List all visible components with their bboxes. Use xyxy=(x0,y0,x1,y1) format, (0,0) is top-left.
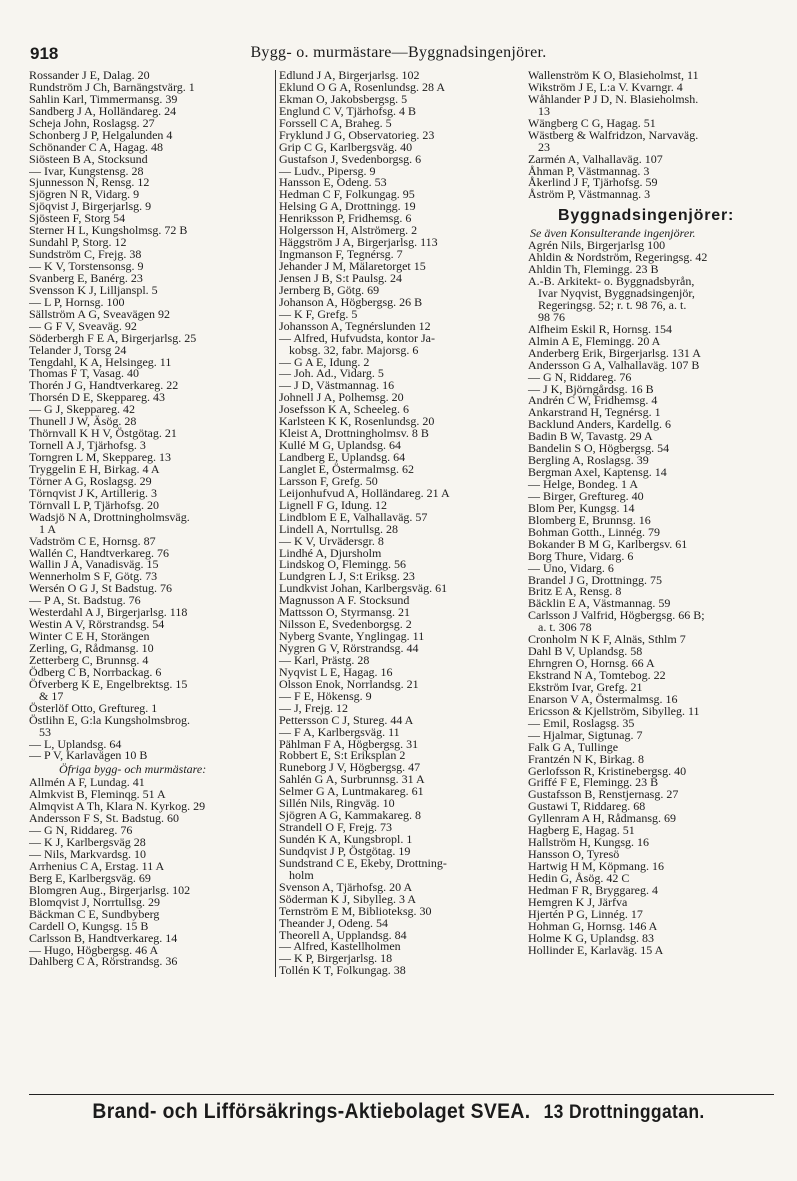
footer-rule xyxy=(29,1094,774,1095)
directory-entry: Almin A E, Flemingg. 20 A xyxy=(528,333,661,348)
directory-entry: Sundahl P, Storg. 12 xyxy=(29,235,127,250)
directory-entry: Törnvall L P, Tjärhofsg. 20 xyxy=(29,497,159,512)
directory-entry: Sahlin Karl, Timmermansg. 39 xyxy=(29,91,178,106)
directory-entry: Hartwig H M, Köpmang. 16 xyxy=(528,859,664,873)
directory-entry: — Hjalmar, Sigtunag. 7 xyxy=(528,727,643,742)
directory-entry: Falk G A, Tullinge xyxy=(528,739,619,754)
directory-entry: Johnell J A, Polhemsg. 20 xyxy=(279,390,404,405)
directory-entry: — L, Uplandsg. 64 xyxy=(29,736,122,751)
directory-entry: Mattsson O, Styrmansg. 21 xyxy=(279,605,411,620)
directory-entry: Scheja John, Roslagsg. 27 xyxy=(29,115,155,130)
directory-entry: — G N, Riddareg. 76 xyxy=(29,823,133,838)
directory-entry: Carlsson B, Handtverkareg. 14 xyxy=(29,930,178,945)
directory-entry: Ödberg C B, Norrbackag. 6 xyxy=(29,664,162,679)
directory-entry: Eklund O G A, Rosenlundsg. 28 A xyxy=(279,79,446,94)
directory-entry: Hemgren K J, Järfva xyxy=(528,894,628,909)
directory-entry: Nyberg Svante, Ynglingag. 11 xyxy=(279,629,425,644)
directory-entry: Dahl B V, Uplandsg. 58 xyxy=(528,644,643,659)
directory-entry: Larsson F, Grefg. 50 xyxy=(279,473,378,488)
directory-entry: Sjösteen F, Storg 54 xyxy=(29,211,126,226)
directory-entry: Törner A G, Roslagsg. 29 xyxy=(29,473,152,488)
directory-entry: Britz E A, Rensg. 8 xyxy=(528,584,622,599)
directory-entry: Langlet E, Östermalmsg. 62 xyxy=(279,461,414,476)
directory-entry: Andersson G A, Valhallaväg. 107 B xyxy=(528,357,700,372)
directory-entry: 1 A xyxy=(39,521,57,536)
directory-entry: Wästberg & Walfridzon, Narvaväg. xyxy=(528,127,699,142)
directory-columns xyxy=(29,70,774,977)
directory-entry: — P A, St. Badstug. 76 xyxy=(29,593,141,608)
directory-entry: Östlihn E, G:la Kungsholmsbrog. xyxy=(29,712,190,727)
column-1-entries xyxy=(29,70,269,762)
running-title: Bygg- o. murmästare—Byggnadsingenjörer. xyxy=(250,44,547,61)
directory-entry: Kleist A, Drottningholmsv. 8 B xyxy=(279,426,429,441)
directory-entry: Nilsson E, Svedenborgsg. 2 xyxy=(279,617,412,632)
column-1 xyxy=(29,70,273,977)
directory-entry: Blomgren Aug., Birgerjarlsg. 102 xyxy=(29,882,191,897)
engineers-heading: Byggnadsingenjörer: xyxy=(558,207,735,225)
directory-entry: — Karl, Prästg. 28 xyxy=(279,652,370,667)
directory-entry: Magnusson A F. Stocksund xyxy=(279,593,410,608)
directory-entry: — F A, Karlbergsväg. 11 xyxy=(279,724,400,739)
directory-entry: Forssell C A, Braheg. 5 xyxy=(279,115,392,130)
directory-entry: — J, Frejg. 12 xyxy=(279,700,348,715)
directory-entry: — Hugo, Högbergsg. 46 A xyxy=(29,942,159,957)
footer-advertisement xyxy=(32,1100,765,1124)
directory-entry: Schonberg J P, Helgalunden 4 xyxy=(29,127,173,142)
directory-entry: Bäcklin E A, Västmannag. 59 xyxy=(528,596,671,611)
directory-entry: Siösteen B A, Stocksund xyxy=(29,151,148,166)
directory-entry: Törnqvist J K, Artillerig. 3 xyxy=(29,485,157,500)
directory-entry: Åhman P, Västmannag. 3 xyxy=(528,163,650,178)
directory-entry: — G J, Skeppareg. 42 xyxy=(29,402,135,417)
directory-entry: Hedin G, Åsög. 42 C xyxy=(528,870,630,885)
directory-entry: Robbert E, S:t Eriksplan 2 xyxy=(279,748,406,763)
directory-entry: Zetterberg C, Brunnsg. 4 xyxy=(29,652,149,667)
directory-entry: Wallin J A, Vanadisväg. 15 xyxy=(29,557,159,572)
directory-entry: Hallström H, Kungsg. 16 xyxy=(528,835,649,850)
directory-entry: Grip C G, Karlbergsväg. 40 xyxy=(279,139,413,154)
directory-entry: A.-B. Arkitekt- o. Byggnadsbyrån, xyxy=(528,274,695,289)
directory-entry: Backlund Anders, Kardellg. 6 xyxy=(528,417,671,432)
directory-entry: kobsg. 32, fabr. Majorsg. 6 xyxy=(289,342,419,357)
directory-entry: Bergman Axel, Kaptensg. 14 xyxy=(528,465,667,480)
directory-entry: — Ludv., Pipersg. 9 xyxy=(279,163,376,178)
directory-entry: — L P, Hornsg. 100 xyxy=(29,294,125,309)
directory-entry: Hjertén P G, Linnég. 17 xyxy=(528,906,643,921)
directory-entry: Agrén Nils, Birgerjarlsg 100 xyxy=(528,238,666,253)
directory-entry: Sundén K A, Kungsbropl. 1 xyxy=(279,832,413,846)
directory-entry: Ekström Ivar, Grefg. 21 xyxy=(528,679,643,694)
directory-entry: Hagberg E, Hagag. 51 xyxy=(528,823,635,838)
directory-entry: Ekman O, Jakobsbergsg. 5 xyxy=(279,91,408,106)
directory-entry: Andrén C W, Fridhemsg. 4 xyxy=(528,393,658,408)
directory-entry: Johansson A, Tegnérslunden 12 xyxy=(279,318,431,333)
directory-entry: Anderberg Erik, Birgerjarlsg. 131 A xyxy=(528,345,701,360)
directory-entry: Vadström C E, Hornsg. 87 xyxy=(29,533,156,548)
directory-entry: Blom Per, Kungsg. 14 xyxy=(528,500,635,515)
directory-entry: Bergling A, Roslagsg. 39 xyxy=(528,453,649,468)
directory-entry: Ericsson & Kjellström, Sibylleg. 11 xyxy=(528,703,700,718)
directory-entry: Holme K G, Uplandsg. 83 xyxy=(528,930,654,945)
directory-entry: Sjunnesson N, Rensg. 12 xyxy=(29,175,150,190)
directory-entry: Sillén Nils, Ringväg. 10 xyxy=(279,796,395,811)
directory-entry: — G N, Riddareg. 76 xyxy=(528,369,632,384)
directory-entry: Leijonhufvud A, Holländareg. 21 A xyxy=(279,485,450,500)
directory-entry: Thorsén D E, Skeppareg. 43 xyxy=(29,390,165,405)
directory-entry: Schönander C A, Hagag. 48 xyxy=(29,139,163,154)
directory-entry: Sandberg J A, Holländareg. 24 xyxy=(29,103,177,118)
directory-entry: Åkerlind J F, Tjärhofsg. 59 xyxy=(528,175,658,190)
directory-entry: Bäckman C E, Sundbyberg xyxy=(29,906,160,921)
directory-entry: Cronholm N K F, Alnäs, Sthlm 7 xyxy=(528,632,686,647)
directory-entry: Wennerholm S F, Götg. 73 xyxy=(29,569,158,584)
directory-entry: — Helge, Bondeg. 1 A xyxy=(528,477,638,491)
directory-entry: Brandel J G, Drottningg. 75 xyxy=(528,572,662,587)
directory-entry: Westin A V, Rörstrandsg. 54 xyxy=(29,617,165,632)
directory-entry: Gustafson J, Svedenborgsg. 6 xyxy=(279,151,422,166)
directory-entry: Josefsson K A, Scheeleg. 6 xyxy=(279,402,409,417)
column-3-engineer-entries xyxy=(528,240,763,956)
directory-entry: Winter C E H, Storängen xyxy=(29,629,150,644)
directory-entry: Badin B W, Tavastg. 29 A xyxy=(528,429,653,444)
directory-entry: Ahldin Th, Flemingg. 23 B xyxy=(528,262,659,277)
directory-entry: Zerling, G, Rådmansg. 10 xyxy=(29,641,154,655)
directory-entry: Gustafsson B, Renstjernasg. 27 xyxy=(528,787,679,802)
directory-entry: & 17 xyxy=(39,688,64,703)
directory-entry: Österlöf Otto, Greftureg. 1 xyxy=(29,700,158,715)
directory-entry: Telander J, Torsg 24 xyxy=(29,342,127,357)
directory-entry: Ekstrand N A, Tomtebog. 22 xyxy=(528,668,666,682)
directory-entry: Sterner H L, Kungsholmsg. 72 B xyxy=(29,223,188,238)
page-number: 918 xyxy=(30,44,59,63)
directory-entry: — Uno, Vidarg. 6 xyxy=(528,560,614,575)
directory-entry: Torngren L M, Skeppareg. 13 xyxy=(29,450,172,464)
directory-entry: Sällström A G, Sveavägen 92 xyxy=(29,306,170,321)
directory-entry: Söderbergh F E A, Birgerjarlsg. 25 xyxy=(29,330,197,345)
directory-entry: Blomberg E, Brunnsg. 16 xyxy=(528,512,651,527)
directory-entry: Åström P, Västmannag. 3 xyxy=(528,187,651,202)
directory-entry: Fryklund J G, Observatorieg. 23 xyxy=(279,127,435,142)
footer-ad-text: Brand- och Lifförsäkrings-Aktiebolaget SVEA. xyxy=(92,1100,531,1123)
directory-entry: — G F V, Sveaväg. 92 xyxy=(29,318,137,333)
directory-entry: Thunell J W, Äsög. 28 xyxy=(29,414,137,429)
directory-entry: 98 76 xyxy=(538,309,565,324)
other-builders-subheading: Öfriga bygg- och murmästare: xyxy=(59,762,207,777)
directory-entry: Berg E, Karlbergsväg. 69 xyxy=(29,870,151,885)
directory-entry: Edlund J A, Birgerjarlsg. 102 xyxy=(279,70,420,82)
directory-entry: Sjögren A G, Kammakareg. 8 xyxy=(279,808,421,823)
directory-entry: Hedman F R, Bryggareg. 4 xyxy=(528,882,658,897)
directory-entry: Thörnvall K H V, Östgötag. 21 xyxy=(29,426,177,441)
directory-entry: Sjögren N R, Vidarg. 9 xyxy=(29,187,140,202)
column-3-entries xyxy=(528,70,763,201)
directory-entry: Tornell A J, Tjärhofsg. 3 xyxy=(29,438,146,453)
directory-entry: Sahlén G A, Surbrunnsg. 31 A xyxy=(279,772,425,787)
directory-entry: Hansson O, Tyresö xyxy=(528,847,620,862)
directory-entry: Borg Thure, Vidarg. 6 xyxy=(528,548,634,563)
directory-entry: Ankarstrand H, Tegnérsg. 1 xyxy=(528,405,661,420)
directory-entry: Lindskog O, Flemingg. 56 xyxy=(279,557,407,572)
directory-entry: Wikström J E, L:a V. Kvarngr. 4 xyxy=(528,79,683,94)
directory-entry: Carlsson J Valfrid, Högbergsg. 66 B; xyxy=(528,608,705,623)
engineers-see-also-note: Se även Konsulterande ingenjörer. xyxy=(530,226,696,241)
directory-entry: Frantzén N K, Birkag. 8 xyxy=(528,751,644,766)
directory-entry: a. t. 306 78 xyxy=(538,620,592,635)
directory-entry: Sjöqvist J, Birgerjarlsg. 9 xyxy=(29,199,152,214)
directory-entry: Johanson A, Högbergsg. 26 B xyxy=(279,294,423,309)
directory-entry: — J K, Björngårdsg. 16 B xyxy=(528,381,654,396)
directory-entry: Zarmén A, Valhallaväg. 107 xyxy=(528,151,663,166)
directory-entry: Selmer G A, Luntmakareg. 61 xyxy=(279,784,424,799)
directory-entry: Nyqvist L E, Hagag. 16 xyxy=(279,664,393,679)
directory-entry: Allmén A F, Lundag. 41 xyxy=(29,775,145,790)
directory-entry: 13 xyxy=(538,103,550,118)
directory-entry: — Ivar, Kungstensg. 28 xyxy=(29,163,144,178)
directory-entry: — Alfred, Hufvudsta, kontor Ja- xyxy=(279,330,435,345)
directory-entry: Helsing G A, Drottningg. 19 xyxy=(279,199,416,214)
directory-entry: — K J, Karlbergsväg 28 xyxy=(29,835,146,850)
directory-entry: Jernberg B, Götg. 69 xyxy=(279,282,380,297)
directory-entry: Runeborg J V, Högbergsg. 47 xyxy=(279,760,421,775)
directory-entry: Wåhlander P J D, N. Blasieholmsh. xyxy=(528,91,699,106)
directory-entry: — Nils, Markvardsg. 10 xyxy=(29,847,146,861)
directory-entry: Wallenström K O, Blasieholmst, 11 xyxy=(528,70,699,82)
directory-entry: Englund C V, Tjärhofsg. 4 B xyxy=(279,103,417,118)
directory-entry: 53 xyxy=(39,724,51,739)
directory-entry: Holgersson H, Alströmerg. 2 xyxy=(279,223,418,238)
directory-entry: Henriksson P, Fridhemsg. 6 xyxy=(279,211,412,226)
directory-entry: Ivar Nyqvist, Byggnadsingenjör, xyxy=(538,286,695,300)
directory-entry: — Birger, Greftureg. 40 xyxy=(528,488,644,503)
directory-entry: — Emil, Roslagsg. 35 xyxy=(528,715,635,730)
directory-entry: Arrhenius C A, Erstag. 11 A xyxy=(29,858,165,873)
directory-entry: Jehander J M, Mälaretorget 15 xyxy=(279,259,426,273)
directory-entry: Karlsteen K K, Rosenlundsg. 20 xyxy=(279,414,435,429)
directory-entry: Enarson V A, Östermalmsg. 16 xyxy=(528,691,678,706)
directory-entry: Sundström C, Frejg. 38 xyxy=(29,247,142,262)
directory-entry: Lindhé A, Djursholm xyxy=(279,545,382,560)
directory-entry: holm xyxy=(289,867,314,882)
column-3 xyxy=(519,70,763,977)
directory-entry: Hansson E, Odeng. 53 xyxy=(279,175,387,190)
directory-entry: Gerlofsson R, Kristinebergsg. 40 xyxy=(528,763,687,778)
directory-entry: Ingmanson F, Tegnérsg. 7 xyxy=(279,247,403,262)
directory-entry: Wadsjö N A, Drottningholmsväg. xyxy=(29,509,190,524)
directory-entry: — K V, Torstensonsg. 9 xyxy=(29,259,144,273)
directory-entry: — G A E, Idung. 2 xyxy=(279,354,370,369)
directory-entry: Svanberg E, Banérg. 23 xyxy=(29,270,143,285)
directory-entry: Lignell F G, Idung. 12 xyxy=(279,497,387,512)
directory-entry: Regeringsg. 52; r. t. 98 76, a. t. xyxy=(538,297,687,312)
directory-entry: — Alfred, Kastellholmen xyxy=(279,939,401,954)
directory-entry: Jensen J B, S:t Paulsg. 24 xyxy=(279,270,403,285)
directory-entry: — P V, Karlavägen 10 B xyxy=(29,748,148,763)
column-2 xyxy=(275,70,519,977)
directory-entry: Rossander J E, Dalag. 20 xyxy=(29,70,150,82)
directory-entry: Pählman F A, Högbergsg. 31 xyxy=(279,736,419,751)
directory-entry: Tryggelin E H, Birkag. 4 A xyxy=(29,461,160,476)
directory-entry: Gustawi T, Riddareg. 68 xyxy=(528,799,646,814)
directory-entry: Landberg E, Uplandsg. 64 xyxy=(279,450,406,464)
directory-entry: Andersson F S, St. Badstug. 60 xyxy=(29,811,180,826)
directory-entry: — F E, Hökensg. 9 xyxy=(279,688,372,703)
directory-entry: Cardell O, Kungsg. 15 B xyxy=(29,918,149,933)
directory-entry: Öfverberg K E, Engelbrektsg. 15 xyxy=(29,676,188,691)
directory-entry: Theorell A, Upplandsg. 84 xyxy=(279,927,407,942)
directory-entry: Sundstrand C E, Ekeby, Drottning- xyxy=(279,855,447,870)
footer-ad-address: 13 Drottninggatan. xyxy=(543,1102,705,1123)
directory-entry: Kullé M G, Uplandsg. 64 xyxy=(279,438,401,453)
directory-entry: Rundström J Ch, Barnängstvärg. 1 xyxy=(29,79,195,94)
directory-entry: Theander J, Odeng. 54 xyxy=(279,915,388,930)
directory-entry: — K F, Grefg. 5 xyxy=(279,306,358,321)
directory-entry: Tengdahl, K A, Helsingeg. 11 xyxy=(29,354,172,369)
directory-entry: Gyllenram A H, Rådmansg. 69 xyxy=(528,811,676,826)
directory-entry: Almqvist A Th, Klara N. Kyrkog. 29 xyxy=(29,799,206,814)
directory-entry: Svenson A, Tjärhofsg. 20 A xyxy=(279,879,413,894)
directory-entry: Ahldin & Nordström, Regeringsg. 42 xyxy=(528,250,708,265)
directory-entry: Lundgren L J, S:t Eriksg. 23 xyxy=(279,569,415,584)
directory-entry: Svensson K J, Lilljanspl. 5 xyxy=(29,282,158,297)
directory-entry: Wersén O G J, St Badstug. 76 xyxy=(29,581,173,596)
directory-entry: Lindblom E E, Valhallaväg. 57 xyxy=(279,509,428,524)
directory-entry: Pettersson C J, Stureg. 44 A xyxy=(279,712,414,727)
directory-entry: — K P, Birgerjarlsg. 18 xyxy=(279,951,393,966)
directory-entry: Tollén K T, Folkungag. 38 xyxy=(279,963,406,978)
directory-entry: Hedman C F, Folkungag. 95 xyxy=(279,187,415,202)
column-2-entries xyxy=(279,70,519,977)
directory-entry: Wängberg C G, Hagag. 51 xyxy=(528,115,656,130)
directory-entry: Bohman Gotth., Linnég. 79 xyxy=(528,524,660,539)
directory-entry: Hollinder E, Karlaväg. 15 A xyxy=(528,942,664,957)
directory-entry: Hohman G, Hornsg. 146 A xyxy=(528,918,658,933)
directory-entry: Strandell O F, Frejg. 73 xyxy=(279,820,393,835)
directory-entry: — Joh. Ad., Vidarg. 5 xyxy=(279,366,384,381)
column-1-other-entries xyxy=(29,777,269,968)
directory-entry: Bokander B M G, Karlbergsv. 61 xyxy=(528,536,688,551)
directory-entry: Lundkvist Johan, Karlbergsväg. 61 xyxy=(279,581,448,596)
directory-entry: Alfheim Eskil R, Hornsg. 154 xyxy=(528,321,672,336)
directory-entry: Wallén C, Handtverkareg. 76 xyxy=(29,545,169,560)
directory-entry: — J D, Västmannag. 16 xyxy=(279,378,395,393)
directory-entry: Ehrngren O, Hornsg. 66 A xyxy=(528,656,655,671)
directory-entry: Griffé F E, Flemingg. 23 B xyxy=(528,775,659,790)
directory-entry: Olsson Enok, Norrlandsg. 21 xyxy=(279,676,419,691)
directory-entry: Bandelin S O, Högbergsg. 54 xyxy=(528,441,670,456)
directory-entry: 23 xyxy=(538,139,550,154)
directory-entry: Häggström J A, Birgerjarlsg. 113 xyxy=(279,235,438,250)
directory-entry: Blomqvist J, Norrtullsg. 29 xyxy=(29,894,161,909)
directory-entry: Lindell A, Norrtullsg. 28 xyxy=(279,521,398,536)
directory-entry: — K V, Urvädersgr. 8 xyxy=(279,533,384,548)
directory-entry: Sundqvist J P, Östgötag. 19 xyxy=(279,843,411,858)
directory-entry: Almkvist B, Fleminqg. 51 A xyxy=(29,787,166,802)
directory-entry: Westerdahl A J, Birgerjarlsg. 118 xyxy=(29,605,188,620)
directory-entry: Söderman K J, Sibylleg. 3 A xyxy=(279,891,416,906)
directory-entry: Thomas F T, Vasag. 40 xyxy=(29,366,139,381)
directory-entry: Thorén J G, Handtverkareg. 22 xyxy=(29,378,179,393)
directory-entry: Dahlberg C A, Rörstrandsg. 36 xyxy=(29,954,178,969)
directory-entry: Nygren G V, Rörstrandsg. 44 xyxy=(279,641,419,655)
directory-entry: Ternström E M, Biblioteksg. 30 xyxy=(279,903,432,918)
